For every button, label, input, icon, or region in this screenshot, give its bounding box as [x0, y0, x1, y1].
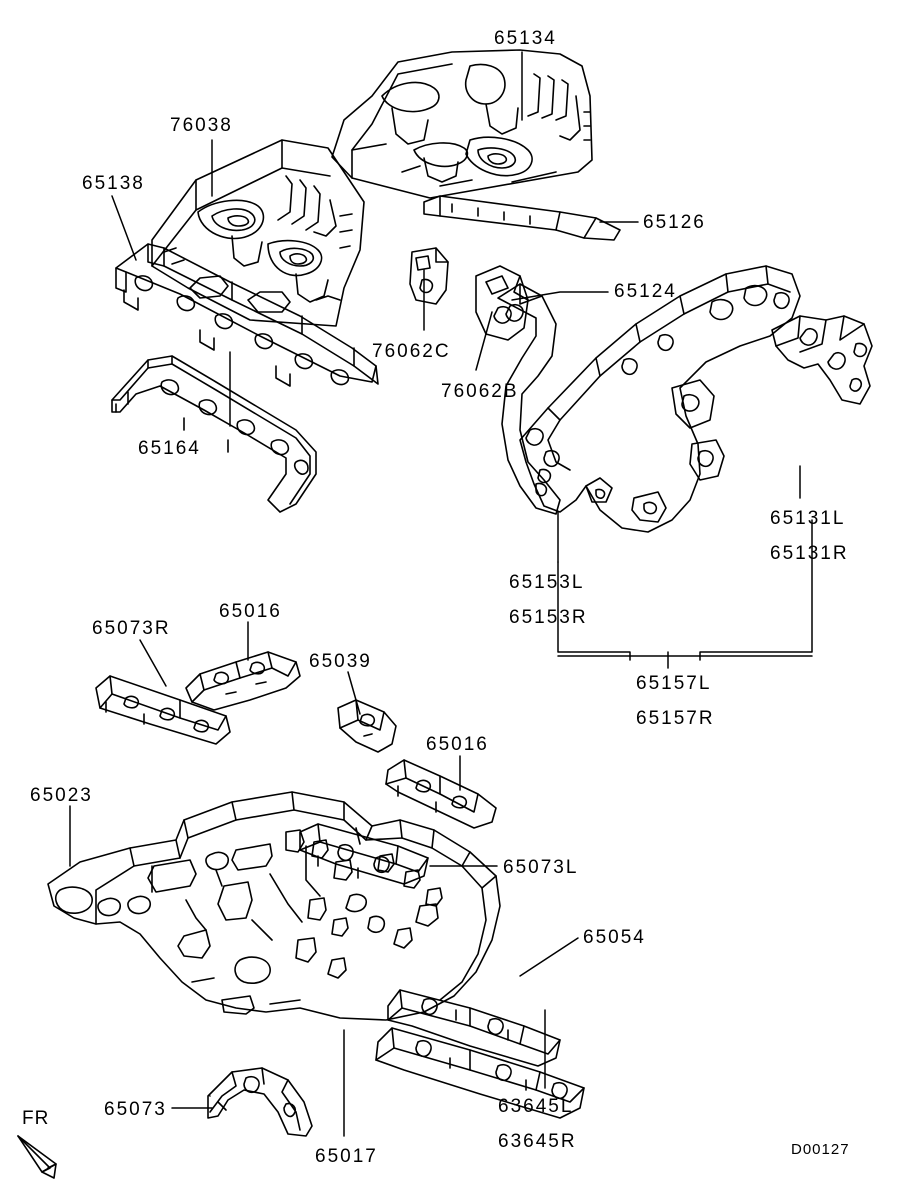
part-label-65023: 65023 — [30, 785, 93, 806]
part-65017-seat-crossmember — [208, 1068, 312, 1136]
part-65039-tunnel-reinforcement — [338, 700, 396, 752]
fr-direction-arrow — [18, 1136, 56, 1178]
part-label-65017: 65017 — [315, 1146, 378, 1167]
part-76062C-bracket — [410, 248, 448, 304]
part-label-65016-lower: 65016 — [426, 734, 489, 755]
part-label-65126: 65126 — [643, 212, 706, 233]
part-label-65073L: 65073L — [503, 857, 579, 878]
orientation-marker-fr: FR — [22, 1108, 50, 1129]
part-label-65153L: 65153L — [509, 572, 585, 593]
part-65073L-crossmember-left — [300, 824, 428, 884]
part-label-65131R: 65131R — [770, 543, 849, 564]
part-76038-center-floor-pan — [152, 140, 364, 326]
part-label-65073: 65073 — [104, 1099, 167, 1120]
part-65023-front-floor-pan — [48, 792, 500, 1020]
part-65131-rear-side-member — [772, 316, 872, 404]
part-label-65073R: 65073R — [92, 618, 171, 639]
part-65073R-crossmember-right — [96, 676, 230, 744]
part-label-65164: 65164 — [138, 438, 201, 459]
part-65016-lower-side-member — [386, 760, 496, 828]
part-label-76038: 76038 — [170, 115, 233, 136]
part-label-65157L: 65157L — [636, 673, 712, 694]
part-label-65131L: 65131L — [770, 508, 846, 529]
part-65126-crossmember — [424, 196, 620, 240]
part-label-65039: 65039 — [309, 651, 372, 672]
part-65164-rear-floor-extension — [112, 356, 316, 512]
part-label-65134: 65134 — [494, 28, 557, 49]
part-label-65138: 65138 — [82, 173, 145, 194]
part-label-76062C: 76062C — [372, 341, 451, 362]
part-label-65054: 65054 — [583, 927, 646, 948]
part-65016-upper-side-member — [186, 652, 300, 710]
part-65054-inner-sill — [388, 990, 560, 1066]
diagram-code: D00127 — [791, 1141, 850, 1158]
part-label-63645R: 63645R — [498, 1131, 577, 1152]
part-label-65153R: 65153R — [509, 607, 588, 628]
part-label-63645L: 63645L — [498, 1096, 574, 1117]
part-label-76062B: 76062B — [441, 381, 519, 402]
part-label-65016-upper: 65016 — [219, 601, 282, 622]
part-65134-rear-floor-pan — [332, 50, 592, 198]
part-65157-65153-side-member-assembly — [520, 266, 800, 532]
part-label-65157R: 65157R — [636, 708, 715, 729]
part-label-65124: 65124 — [614, 281, 677, 302]
